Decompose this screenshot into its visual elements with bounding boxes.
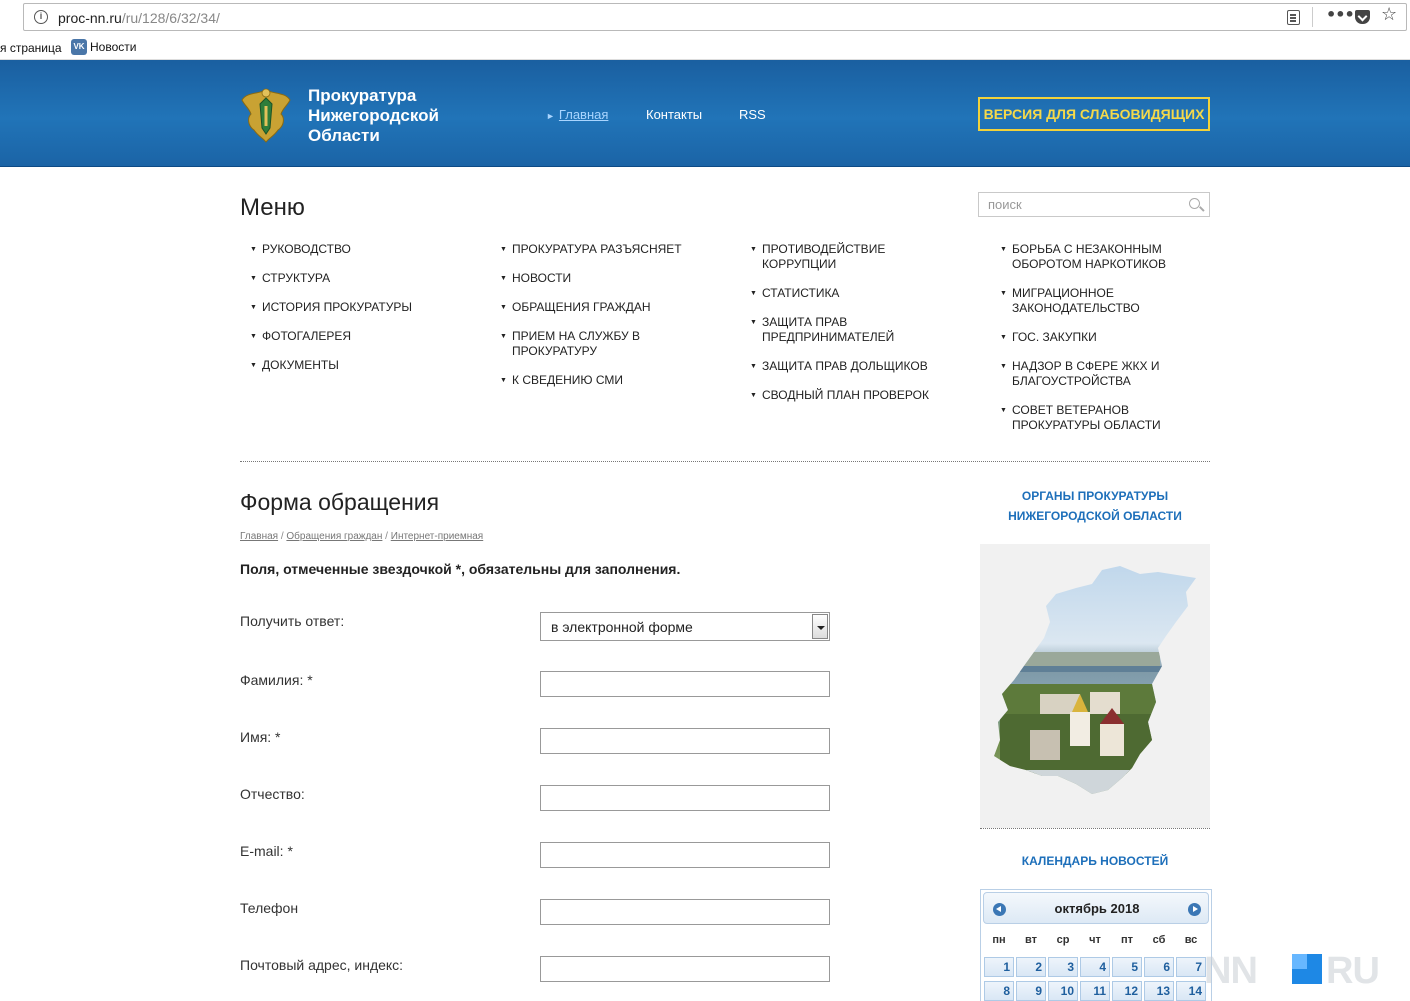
weekday-label: пн: [992, 934, 1006, 946]
calendar-day[interactable]: 5: [1112, 957, 1142, 977]
menu-column-2: [500, 242, 710, 402]
menu-item-appeals[interactable]: ▼ ОБРАЩЕНИЯ ГРАЖДАН: [500, 300, 710, 315]
menu-item-history[interactable]: ▼ ИСТОРИЯ ПРОКУРАТУРЫ: [250, 300, 480, 315]
breadcrumb-home[interactable]: Главная: [240, 531, 279, 542]
menu-item-inspection-plan[interactable]: ▼ СВОДНЫЙ ПЛАН ПРОВЕРОК: [750, 388, 970, 403]
calendar-day[interactable]: 14: [1176, 981, 1206, 1001]
bookmark-star-icon[interactable]: ☆: [1381, 4, 1398, 25]
nav-home[interactable]: ► Главная: [546, 107, 609, 122]
more-actions-icon[interactable]: •••: [1326, 5, 1354, 24]
surname-label: Фамилия: *: [240, 672, 313, 688]
menu-item-housing[interactable]: ▼ НАДЗОР В СФЕРЕ ЖКХ И БЛАГОУСТРОЙСТВА: [1000, 359, 1175, 389]
menu-item-news[interactable]: ▼ НОВОСТИ: [500, 271, 710, 286]
menu-item-careers[interactable]: ▼ ПРИЕМ НА СЛУЖБУ В ПРОКУРАТУРУ: [500, 329, 660, 359]
calendar-month: октябрь 2018: [1054, 901, 1140, 916]
breadcrumb-appeals[interactable]: Обращения граждан: [286, 531, 383, 542]
menu-item-statistics[interactable]: ▼ СТАТИСТИКА: [750, 286, 970, 301]
weekday-label: пт: [1120, 934, 1134, 946]
menu-item-migration[interactable]: ▼ МИГРАЦИОННОЕ ЗАКОНОДАТЕЛЬСТВО: [1000, 286, 1160, 316]
menu-column-4: [1000, 242, 1210, 447]
weekday-label: ср: [1056, 934, 1070, 946]
email-label: E-mail: *: [240, 843, 293, 859]
menu-item-leadership[interactable]: ▼ РУКОВОДСТВО: [250, 242, 480, 257]
bookmark-item[interactable]: я страница: [0, 41, 62, 55]
sidebar-divider: [980, 828, 1210, 829]
phone-label: Телефон: [240, 900, 299, 916]
menu-item-drugs[interactable]: ▼ БОРЬБА С НЕЗАКОННЫМ ОБОРОТОМ НАРКОТИКОВ: [1000, 242, 1175, 272]
nav-rss[interactable]: RSS: [739, 107, 766, 122]
calendar-day[interactable]: 10: [1048, 981, 1078, 1001]
calendar-day[interactable]: 9: [1016, 981, 1046, 1001]
site-header: [0, 60, 1410, 167]
calendar-day[interactable]: 13: [1144, 981, 1174, 1001]
info-icon[interactable]: i: [34, 10, 48, 24]
calendar-header: [983, 892, 1209, 924]
menu-item-structure[interactable]: ▼ СТРУКТУРА: [250, 271, 480, 286]
calendar-day[interactable]: 11: [1080, 981, 1110, 1001]
menu-item-photogallery[interactable]: ▼ ФОТОГАЛЕРЕЯ: [250, 329, 480, 344]
region-map-image: [980, 544, 1210, 828]
page-title: Форма обращения: [240, 489, 440, 515]
chevron-down-icon[interactable]: [812, 614, 828, 639]
address-bar[interactable]: [23, 3, 1407, 31]
patronymic-label: Отчество:: [240, 786, 305, 802]
menu-item-anticorruption[interactable]: ▼ ПРОТИВОДЕЙСТВИЕ КОРРУПЦИИ: [750, 242, 910, 272]
nav-marker-icon: ►: [546, 111, 555, 121]
surname-input[interactable]: [540, 671, 830, 697]
menu-column-3: [750, 242, 970, 417]
email-input[interactable]: [540, 842, 830, 868]
search-icon[interactable]: [1189, 198, 1200, 209]
browser-toolbar: [0, 0, 1410, 36]
next-month-icon[interactable]: [1188, 903, 1201, 916]
weekday-label: чт: [1089, 934, 1101, 946]
pocket-icon[interactable]: [1355, 10, 1370, 24]
patronymic-input[interactable]: [540, 785, 830, 811]
calendar-day[interactable]: 4: [1080, 957, 1110, 977]
answer-select[interactable]: в электронной форме: [540, 612, 830, 641]
weekday-label: вс: [1184, 934, 1198, 946]
site-title[interactable]: Прокуратура Нижегородской Области: [308, 86, 439, 145]
calendar-day[interactable]: 8: [984, 981, 1014, 1001]
name-label: Имя: *: [240, 729, 281, 745]
name-input[interactable]: [540, 728, 830, 754]
calendar-day[interactable]: 12: [1112, 981, 1142, 1001]
weekday-label: вт: [1024, 934, 1037, 946]
calendar-heading[interactable]: КАЛЕНДАРЬ НОВОСТЕЙ: [1021, 854, 1169, 868]
required-note: Поля, отмеченные звездочкой *, обязательны для заполнения.: [240, 561, 681, 577]
menu-item-procurement[interactable]: ▼ ГОС. ЗАКУПКИ: [1000, 330, 1210, 345]
menu-column-1: [250, 242, 480, 387]
menu-item-entrepreneurs[interactable]: ▼ ЗАЩИТА ПРАВ ПРЕДПРИНИМАТЕЛЕЙ: [750, 315, 910, 345]
menu-item-media[interactable]: ▼ К СВЕДЕНИЮ СМИ: [500, 373, 710, 388]
address-label: Почтовый адрес, индекс:: [240, 957, 404, 973]
phone-input[interactable]: [540, 899, 830, 925]
answer-label: Получить ответ:: [240, 613, 345, 629]
nav-contacts[interactable]: Контакты: [646, 107, 703, 122]
bookmark-item-news[interactable]: VK Новости: [71, 39, 136, 55]
breadcrumb-reception[interactable]: Интернет-приемная: [390, 531, 484, 542]
watermark-square-icon: [1292, 954, 1322, 984]
calendar-day[interactable]: 3: [1048, 957, 1078, 977]
bookmarks-bar: [0, 36, 1410, 60]
menu-item-documents[interactable]: ▼ ДОКУМЕНТЫ: [250, 358, 480, 373]
calendar-day[interactable]: 1: [984, 957, 1014, 977]
calendar-day[interactable]: 2: [1016, 957, 1046, 977]
url-text[interactable]: proc-nn.ru/ru/128/6/32/34/: [58, 10, 220, 26]
accessible-version-button[interactable]: ВЕРСИЯ ДЛЯ СЛАБОВИДЯЩИХ: [978, 97, 1210, 131]
url-separator: [1312, 7, 1313, 27]
address-input[interactable]: [540, 956, 830, 982]
news-calendar: [980, 889, 1212, 1001]
menu-item-explains[interactable]: ▼ ПРОКУРАТУРА РАЗЪЯСНЯЕТ: [500, 242, 710, 257]
calendar-day[interactable]: 6: [1144, 957, 1174, 977]
calendar-day[interactable]: 7: [1176, 957, 1206, 977]
search-box[interactable]: [978, 192, 1210, 217]
weekday-label: сб: [1152, 934, 1166, 946]
nn-ru-watermark: NN RU: [1204, 950, 1379, 992]
breadcrumb: Главная / Обращения граждан / Интернет-приемная: [240, 531, 484, 542]
menu-item-veterans[interactable]: ▼ СОВЕТ ВЕТЕРАНОВ ПРОКУРАТУРЫ ОБЛАСТИ: [1000, 403, 1175, 433]
emblem-icon[interactable]: [239, 84, 293, 144]
menu-item-shareholders[interactable]: ▼ ЗАЩИТА ПРАВ ДОЛЬЩИКОВ: [750, 359, 970, 374]
region-map[interactable]: [980, 544, 1210, 828]
reader-view-icon[interactable]: [1287, 10, 1300, 25]
vk-icon: VK: [71, 39, 87, 55]
section-divider: [240, 461, 1210, 462]
organs-heading[interactable]: ОРГАНЫ ПРОКУРАТУРЫ НИЖЕГОРОДСКОЙ ОБЛАСТИ: [1008, 489, 1182, 523]
search-input[interactable]: [979, 193, 1179, 216]
menu-title: Меню: [240, 194, 305, 221]
